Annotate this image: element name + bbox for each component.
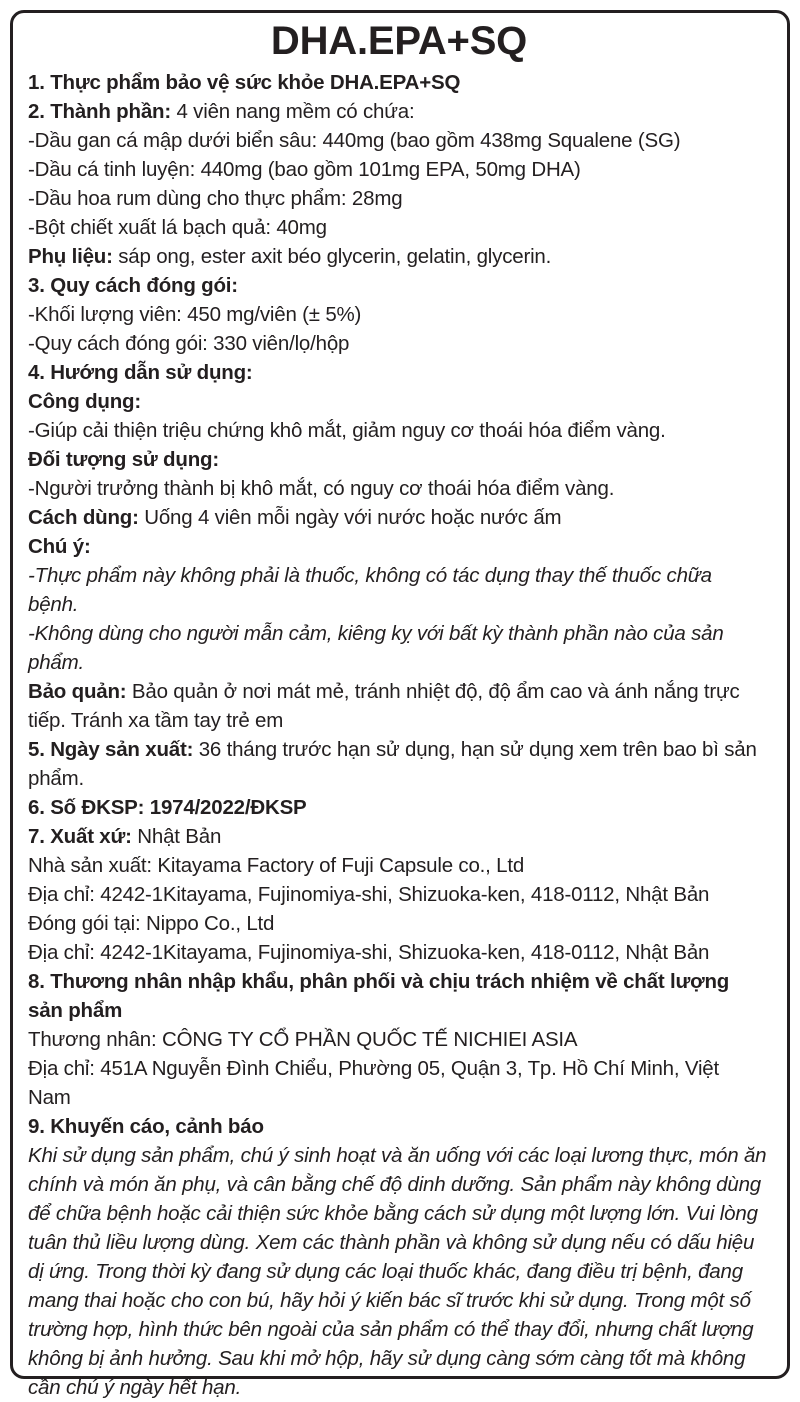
section-4-label: 4. Hướng dẫn sử dụng: <box>28 361 253 384</box>
section-2-ingredients <box>28 97 788 126</box>
ingredient-item: -Bột chiết xuất lá bạch quả: 40mg <box>28 216 327 239</box>
ingredient-item: -Dầu hoa rum dùng cho thực phẩm: 28mg <box>28 187 403 210</box>
note-label: Chú ý: <box>28 535 91 558</box>
section-7-label: 7. Xuất xứ: <box>28 825 132 848</box>
section-7-text: Nhật Bản <box>131 825 222 848</box>
manufacturer-address: Địa chỉ: 4242-1Kitayama, Fujinomiya-shi, Shizuoka-ken, 418-0112, Nhật Bản <box>28 883 710 906</box>
warning-text: Khi sử dụng sản phẩm, chú ý sinh hoạt và ăn uống với các loại lương thực, món ăn chính và món ăn phụ, và cân bằng chế độ dinh dưỡng. Sản phẩm này không dùng để chữa bệnh hoặc cải thiện sức khỏe bằng cách sử dụng một lượng lớn. Vui lòng tuân thủ liều lượng dùng. Xem các thành phần và không sử dụng nếu có dấu hiệu dị ứng. Trong thời kỳ đang sử dụng các loại thuốc khác, đang điều trị bệnh, đang mang thai hoặc cho con bú, hãy hỏi ý kiến bác sĩ trước khi sử dụng. Trong một số trường hợp, hình thức bên ngoài của sản phẩm có thể thay đổi, nhưng chất lượng không bị ảnh hưởng. Sau khi mở hộp, hãy sử dụng càng sớm càng tốt mà không cần chú ý ngày hết hạn. <box>28 1144 767 1399</box>
excipients-text: sáp ong, ester axit béo glycerin, gelatin, glycerin. <box>112 245 552 268</box>
section-5-text: 36 tháng trước hạn sử dụng, hạn sử dụng xem trên bao bì sản phẩm. <box>28 738 757 790</box>
product-label <box>28 16 788 1402</box>
section-9-label: 9. Khuyến cáo, cảnh báo <box>28 1115 264 1138</box>
storage-label: Bảo quản: <box>28 680 127 703</box>
manufacturer: Nhà sản xuất: Kitayama Factory of Fuji Capsule co., Ltd <box>28 854 525 877</box>
importer-name: Thương nhân: CÔNG TY CỔ PHẦN QUỐC TẾ NICHIEI ASIA <box>28 1028 578 1051</box>
dosage-label: Cách dùng: <box>28 506 139 529</box>
uses-label: Công dụng: <box>28 390 141 413</box>
section-2-label: 2. Thành phần: <box>28 100 171 123</box>
storage <box>28 677 773 735</box>
packaging-item: -Quy cách đóng gói: 330 viên/lọ/hộp <box>28 332 350 355</box>
section-3-label: 3. Quy cách đóng gói: <box>28 274 238 297</box>
ingredient-item: -Dầu cá tinh luyện: 440mg (bao gồm 101mg EPA, 50mg DHA) <box>28 158 581 181</box>
target-users-text: -Người trưởng thành bị khô mắt, có nguy cơ thoái hóa điểm vàng. <box>28 477 615 500</box>
dosage-text: Uống 4 viên mỗi ngày với nước hoặc nước ấm <box>138 506 562 529</box>
section-7-origin <box>28 822 788 851</box>
section-8-label: 8. Thương nhân nhập khẩu, phân phối và chịu trách nhiệm về chất lượng sản phẩm <box>28 970 730 1022</box>
section-5-manufacture-date <box>28 735 773 793</box>
note-item: -Không dùng cho người mẫn cảm, kiêng kỵ với bất kỳ thành phần nào của sản phẩm. <box>28 622 724 674</box>
uses-text: -Giúp cải thiện triệu chứng khô mắt, giảm nguy cơ thoái hóa điểm vàng. <box>28 419 666 442</box>
section-5-label: 5. Ngày sản xuất: <box>28 738 194 761</box>
note-item: -Thực phẩm này không phải là thuốc, không có tác dụng thay thế thuốc chữa bệnh. <box>28 564 712 616</box>
section-2-text: 4 viên nang mềm có chứa: <box>170 100 415 123</box>
ingredient-item: -Dầu gan cá mập dưới biển sâu: 440mg (bao gồm 438mg Squalene (SG) <box>28 129 681 152</box>
packer: Đóng gói tại: Nippo Co., Ltd <box>28 912 275 935</box>
packaging-item: -Khối lượng viên: 450 mg/viên (± 5%) <box>28 303 362 326</box>
product-title: DHA.EPA+SQ <box>270 19 528 63</box>
storage-text: Bảo quản ở nơi mát mẻ, tránh nhiệt độ, độ ẩm cao và ánh nắng trực tiếp. Tránh xa tầm tay trẻ em <box>28 680 740 732</box>
section-6-registration: 6. Số ĐKSP: 1974/2022/ĐKSP <box>28 796 307 819</box>
target-users-label: Đối tượng sử dụng: <box>28 448 219 471</box>
importer-address: Địa chỉ: 451A Nguyễn Đình Chiểu, Phường 05, Quận 3, Tp. Hồ Chí Minh, Việt Nam <box>28 1057 719 1109</box>
excipients-label: Phụ liệu: <box>28 245 113 268</box>
dosage <box>28 503 788 532</box>
excipients <box>28 242 788 271</box>
packer-address: Địa chỉ: 4242-1Kitayama, Fujinomiya-shi, Shizuoka-ken, 418-0112, Nhật Bản <box>28 941 710 964</box>
section-1-product-name: 1. Thực phẩm bảo vệ sức khỏe DHA.EPA+SQ <box>28 71 461 94</box>
